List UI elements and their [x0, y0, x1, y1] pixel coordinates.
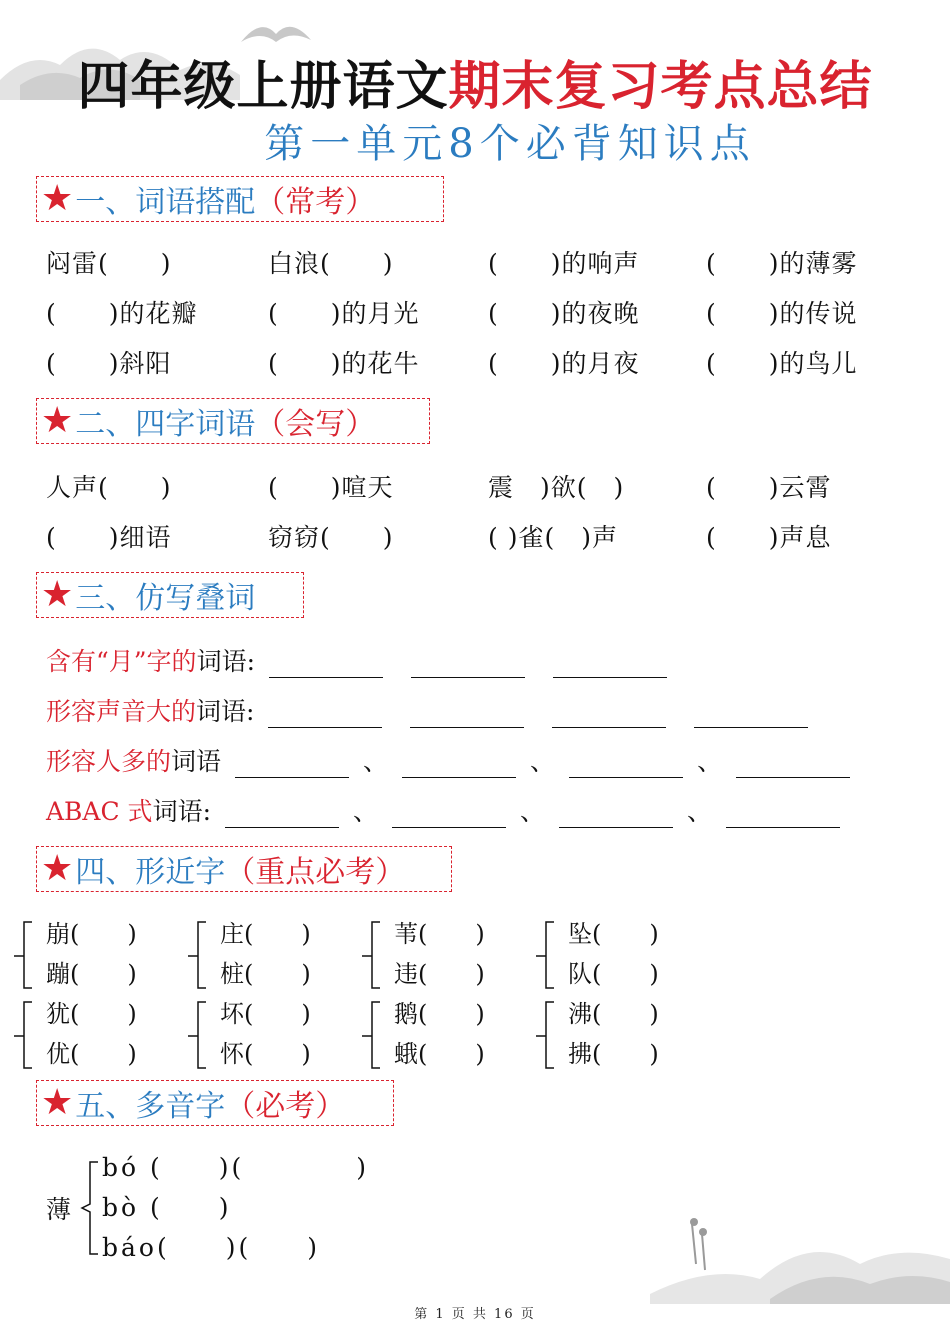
collocation-item: ( )的薄雾 [706, 249, 858, 278]
section-heading-3: ★ 三、仿写叠词 [36, 572, 304, 618]
similar-char-item: 怀( ) [220, 1040, 311, 1068]
similar-char-item: 蛾( ) [394, 1040, 485, 1068]
reduplication-row: 形容声音大的 词语: [46, 692, 822, 728]
idiom-item: 窃窃( ) [268, 523, 394, 552]
page-subtitle: 第一单元8个必背知识点 [264, 121, 756, 167]
answer-blank[interactable] [269, 657, 383, 678]
answer-blank[interactable] [552, 707, 666, 728]
bracket-icon [188, 1000, 208, 1072]
answer-blank[interactable] [411, 657, 525, 678]
collocation-item: ( )斜阳 [46, 349, 172, 378]
star-icon: ★ [41, 574, 74, 615]
similar-char-item: 庄( ) [220, 920, 311, 948]
collocation-item: ( )的花瓣 [46, 299, 198, 328]
similar-char-item: 鹅( ) [394, 1000, 485, 1028]
bracket-icon [362, 1000, 382, 1072]
collocation-item: 闷雷( ) [46, 249, 172, 278]
bracket-icon [14, 1000, 34, 1072]
similar-char-item: 蹦( ) [46, 960, 137, 988]
similar-char-item: 队( ) [568, 960, 659, 988]
bracket-icon [536, 1000, 556, 1072]
idiom-item: 震 )欲( ) [488, 473, 625, 502]
star-icon: ★ [41, 848, 74, 889]
similar-char-item: 违( ) [394, 960, 485, 988]
brace-icon [78, 1160, 100, 1256]
idiom-item: 人声( ) [46, 473, 172, 502]
answer-blank[interactable] [402, 757, 516, 778]
answer-blank[interactable] [726, 807, 840, 828]
collocation-item: 白浪( ) [268, 249, 394, 278]
similar-char-item: 拂( ) [568, 1040, 659, 1068]
section-heading-5: ★ 五、多音字 （必考） [36, 1080, 394, 1126]
answer-blank[interactable] [694, 707, 808, 728]
answer-blank[interactable] [268, 707, 382, 728]
bracket-icon [362, 920, 382, 992]
star-icon: ★ [41, 178, 74, 219]
answer-blank[interactable] [225, 807, 339, 828]
bracket-icon [14, 920, 34, 992]
similar-char-item: 犹( ) [46, 1000, 137, 1028]
reduplication-row: 形容人多的 词语 、 、 、 [46, 742, 864, 778]
answer-blank[interactable] [235, 757, 349, 778]
pinyin-line: báo( )( ) [102, 1233, 320, 1262]
page-footer: 第 1 页 共 16 页 [414, 1307, 536, 1322]
bracket-icon [536, 920, 556, 992]
section-heading-2: ★ 二、四字词语 （会写） [36, 398, 430, 444]
section-heading-1: ★ 一、词语搭配 （常考） [36, 176, 444, 222]
similar-char-item: 苇( ) [394, 920, 485, 948]
similar-char-item: 坏( ) [220, 1000, 311, 1028]
collocation-item: ( )的花牛 [268, 349, 420, 378]
idiom-item: ( )细语 [46, 523, 172, 552]
idiom-item: ( )雀( )声 [488, 523, 618, 552]
answer-blank[interactable] [736, 757, 850, 778]
similar-char-item: 优( ) [46, 1040, 137, 1068]
pinyin-line: bò ( ) [102, 1193, 232, 1222]
pinyin-line: bó ( )( ) [102, 1153, 370, 1182]
similar-char-item: 崩( ) [46, 920, 137, 948]
reduplication-row: 含有“月”字的 词语: [46, 642, 681, 678]
star-icon: ★ [41, 400, 74, 441]
answer-blank[interactable] [559, 807, 673, 828]
collocation-item: ( )的夜晚 [488, 299, 640, 328]
reduplication-row: ABAC 式 词语: 、 、 、 [46, 792, 854, 828]
section-heading-4: ★ 四、形近字 （重点必考） [36, 846, 452, 892]
bracket-icon [188, 920, 208, 992]
answer-blank[interactable] [392, 807, 506, 828]
star-icon: ★ [41, 1082, 74, 1123]
idiom-item: ( )云霄 [706, 473, 832, 502]
answer-blank[interactable] [410, 707, 524, 728]
polyphone-char: 薄 [46, 1195, 73, 1224]
idiom-item: ( )喧天 [268, 473, 394, 502]
similar-char-item: 沸( ) [568, 1000, 659, 1028]
page-title: 四年级上册语文期末复习考点总结 [77, 57, 873, 117]
collocation-item: ( )的传说 [706, 299, 858, 328]
collocation-item: ( )的响声 [488, 249, 640, 278]
ink-landscape-decoration [650, 1204, 950, 1304]
answer-blank[interactable] [553, 657, 667, 678]
similar-char-item: 桩( ) [220, 960, 311, 988]
idiom-item: ( )声息 [706, 523, 832, 552]
answer-blank[interactable] [569, 757, 683, 778]
similar-char-item: 坠( ) [568, 920, 659, 948]
collocation-item: ( )的月夜 [488, 349, 640, 378]
collocation-item: ( )的月光 [268, 299, 420, 328]
collocation-item: ( )的鸟儿 [706, 349, 858, 378]
